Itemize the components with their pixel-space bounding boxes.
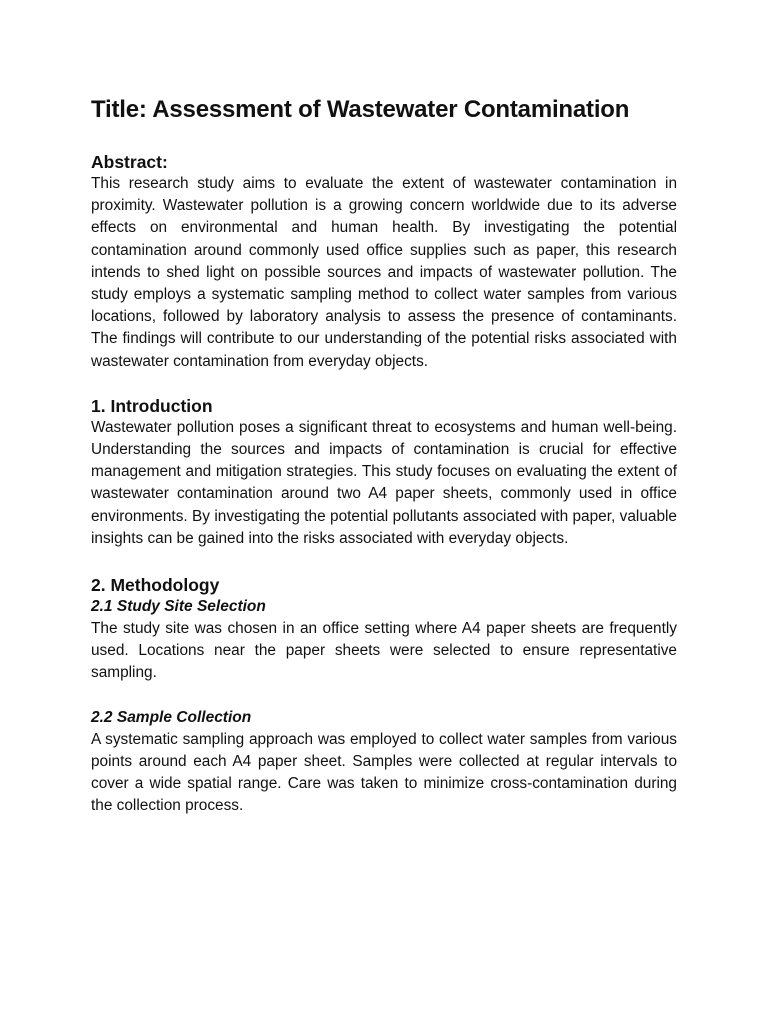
sample-collection-paragraph: A systematic sampling approach was employed to collect water samples from various points around each A4 paper sheet. Samples were collected at regular intervals to cover a wide spatial range. Care was taken to minimize cross-contamination during the collection process.: [91, 730, 677, 815]
abstract-heading: Abstract:: [91, 152, 168, 172]
introduction-paragraph: Wastewater pollution poses a significant threat to ecosystems and human well-being. Understanding the sources and impacts of contamination is crucial for effective management and mitigation strategies. This study focuses on evaluating the extent of wastewater contamination around two A4 paper sheets, commonly used in office environments. By investigating the potential pollutants associated with paper, valuable insights can be gained into the risks associated with everyday objects.: [91, 418, 677, 547]
introduction-heading: 1. Introduction: [91, 395, 213, 416]
study-site-selection-paragraph: The study site was chosen in an office setting where A4 paper sheets are frequently used. Locations near the paper sheets were selected to ensure representative sampling.: [91, 620, 677, 682]
study-site-selection-heading: 2.1 Study Site Selection: [91, 598, 266, 616]
sample-collection-heading: 2.2 Sample Collection: [91, 708, 252, 726]
methodology-heading: 2. Methodology: [91, 575, 220, 596]
document-page: [91, 92, 677, 817]
document-title: Title: Assessment of Wastewater Contamination: [91, 96, 630, 123]
abstract-paragraph: This research study aims to evaluate the extent of wastewater contamination in proximity. Wastewater pollution is a growing concern worldwide due to its adverse effects on environmental and human health. By investigating the potential contamination around commonly used office supplies such as paper, this research intends to shed light on possible sources and impacts of wastewater pollution. The study employs a systematic sampling method to collect water samples from various locations, followed by laboratory analysis to assess the presence of contaminants. The findings will contribute to our understanding of the potential risks associated with wastewater contamination from everyday objects.: [91, 175, 677, 370]
